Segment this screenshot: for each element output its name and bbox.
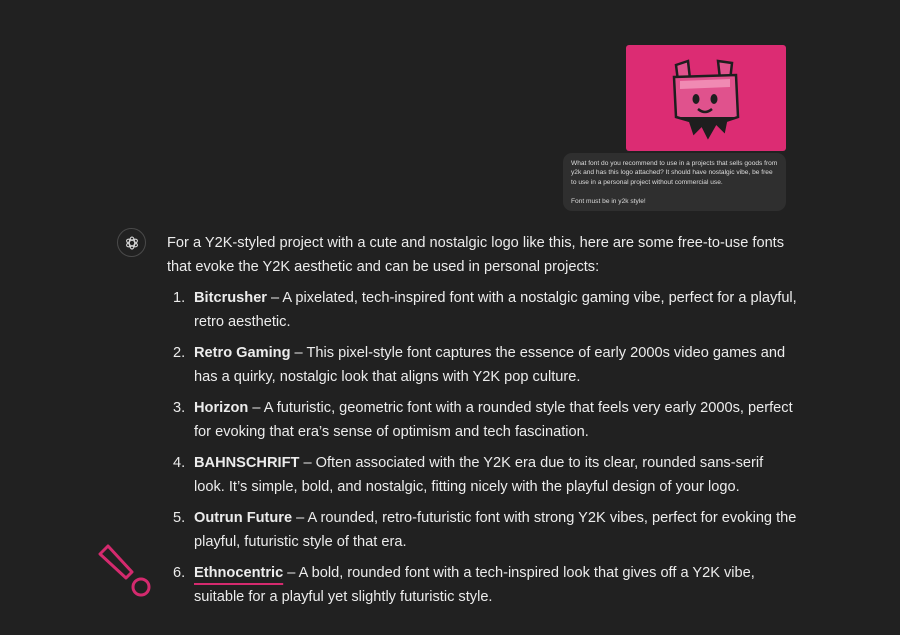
font-name: Horizon: [194, 400, 249, 416]
list-item: [167, 396, 797, 444]
user-question-text: What font do you recommend to use in a projects that sells goods from y2k and has this logo attached? It should have nostalgic vibe, be free to use in a personal project without commercial use.: [571, 160, 778, 186]
list-item: [167, 506, 797, 554]
font-description: – A rounded, retro-futuristic font with strong Y2K vibes, perfect for evoking the playful, futuristic style of that era.: [194, 510, 797, 550]
list-number: 6.: [173, 565, 186, 581]
response-intro: For a Y2K-styled project with a cute and nostalgic logo like this, here are some free-to-use fonts that evoke the Y2K aesthetic and can be used in personal projects:: [167, 235, 785, 275]
list-item: [167, 341, 797, 389]
font-name: Bitcrusher: [194, 290, 267, 306]
font-name: Retro Gaming: [194, 345, 291, 361]
list-number: 5.: [173, 510, 186, 526]
list-number: 1.: [173, 290, 186, 306]
list-number: 4.: [173, 455, 186, 471]
font-list: [167, 286, 797, 609]
assistant-response: [167, 231, 797, 616]
font-name: Outrun Future: [194, 510, 293, 526]
list-number: 3.: [173, 400, 186, 416]
font-name: BAHNSCHRIFT: [194, 455, 300, 471]
assistant-avatar: [117, 228, 146, 257]
font-name-highlighted: Ethnocentric: [194, 565, 284, 581]
pink-robot-mascot-icon: [666, 51, 746, 143]
list-number: 2.: [173, 345, 186, 361]
exclamation-annotation-icon: [96, 542, 156, 602]
openai-logo-icon: [124, 235, 140, 251]
attached-logo-image[interactable]: [626, 45, 786, 151]
list-item: [167, 561, 797, 609]
font-description: – A futuristic, geometric font with a rounded style that feels very early 2000s, perfect for evoking that era’s sense of optimism and tech fascination.: [194, 400, 793, 440]
list-item: [167, 451, 797, 499]
font-description: – Often associated with the Y2K era due to its clear, rounded sans-serif look. It’s simple, bold, and nostalgic, fitting nicely with the playful design of your logo.: [194, 455, 764, 495]
user-note-text: Font must be in y2k style!: [571, 197, 646, 205]
list-item: [167, 286, 797, 334]
user-message-bubble: [563, 153, 786, 211]
font-description: – This pixel-style font captures the essence of early 2000s video games and has a quirky, nostalgic look that aligns with Y2K pop culture.: [194, 345, 786, 385]
font-description: – A pixelated, tech-inspired font with a nostalgic gaming vibe, perfect for a playful, retro aesthetic.: [194, 290, 797, 330]
font-description: – A bold, rounded font with a tech-inspired look that gives off a Y2K vibe, suitable for a playful yet slightly futuristic style.: [194, 565, 755, 605]
